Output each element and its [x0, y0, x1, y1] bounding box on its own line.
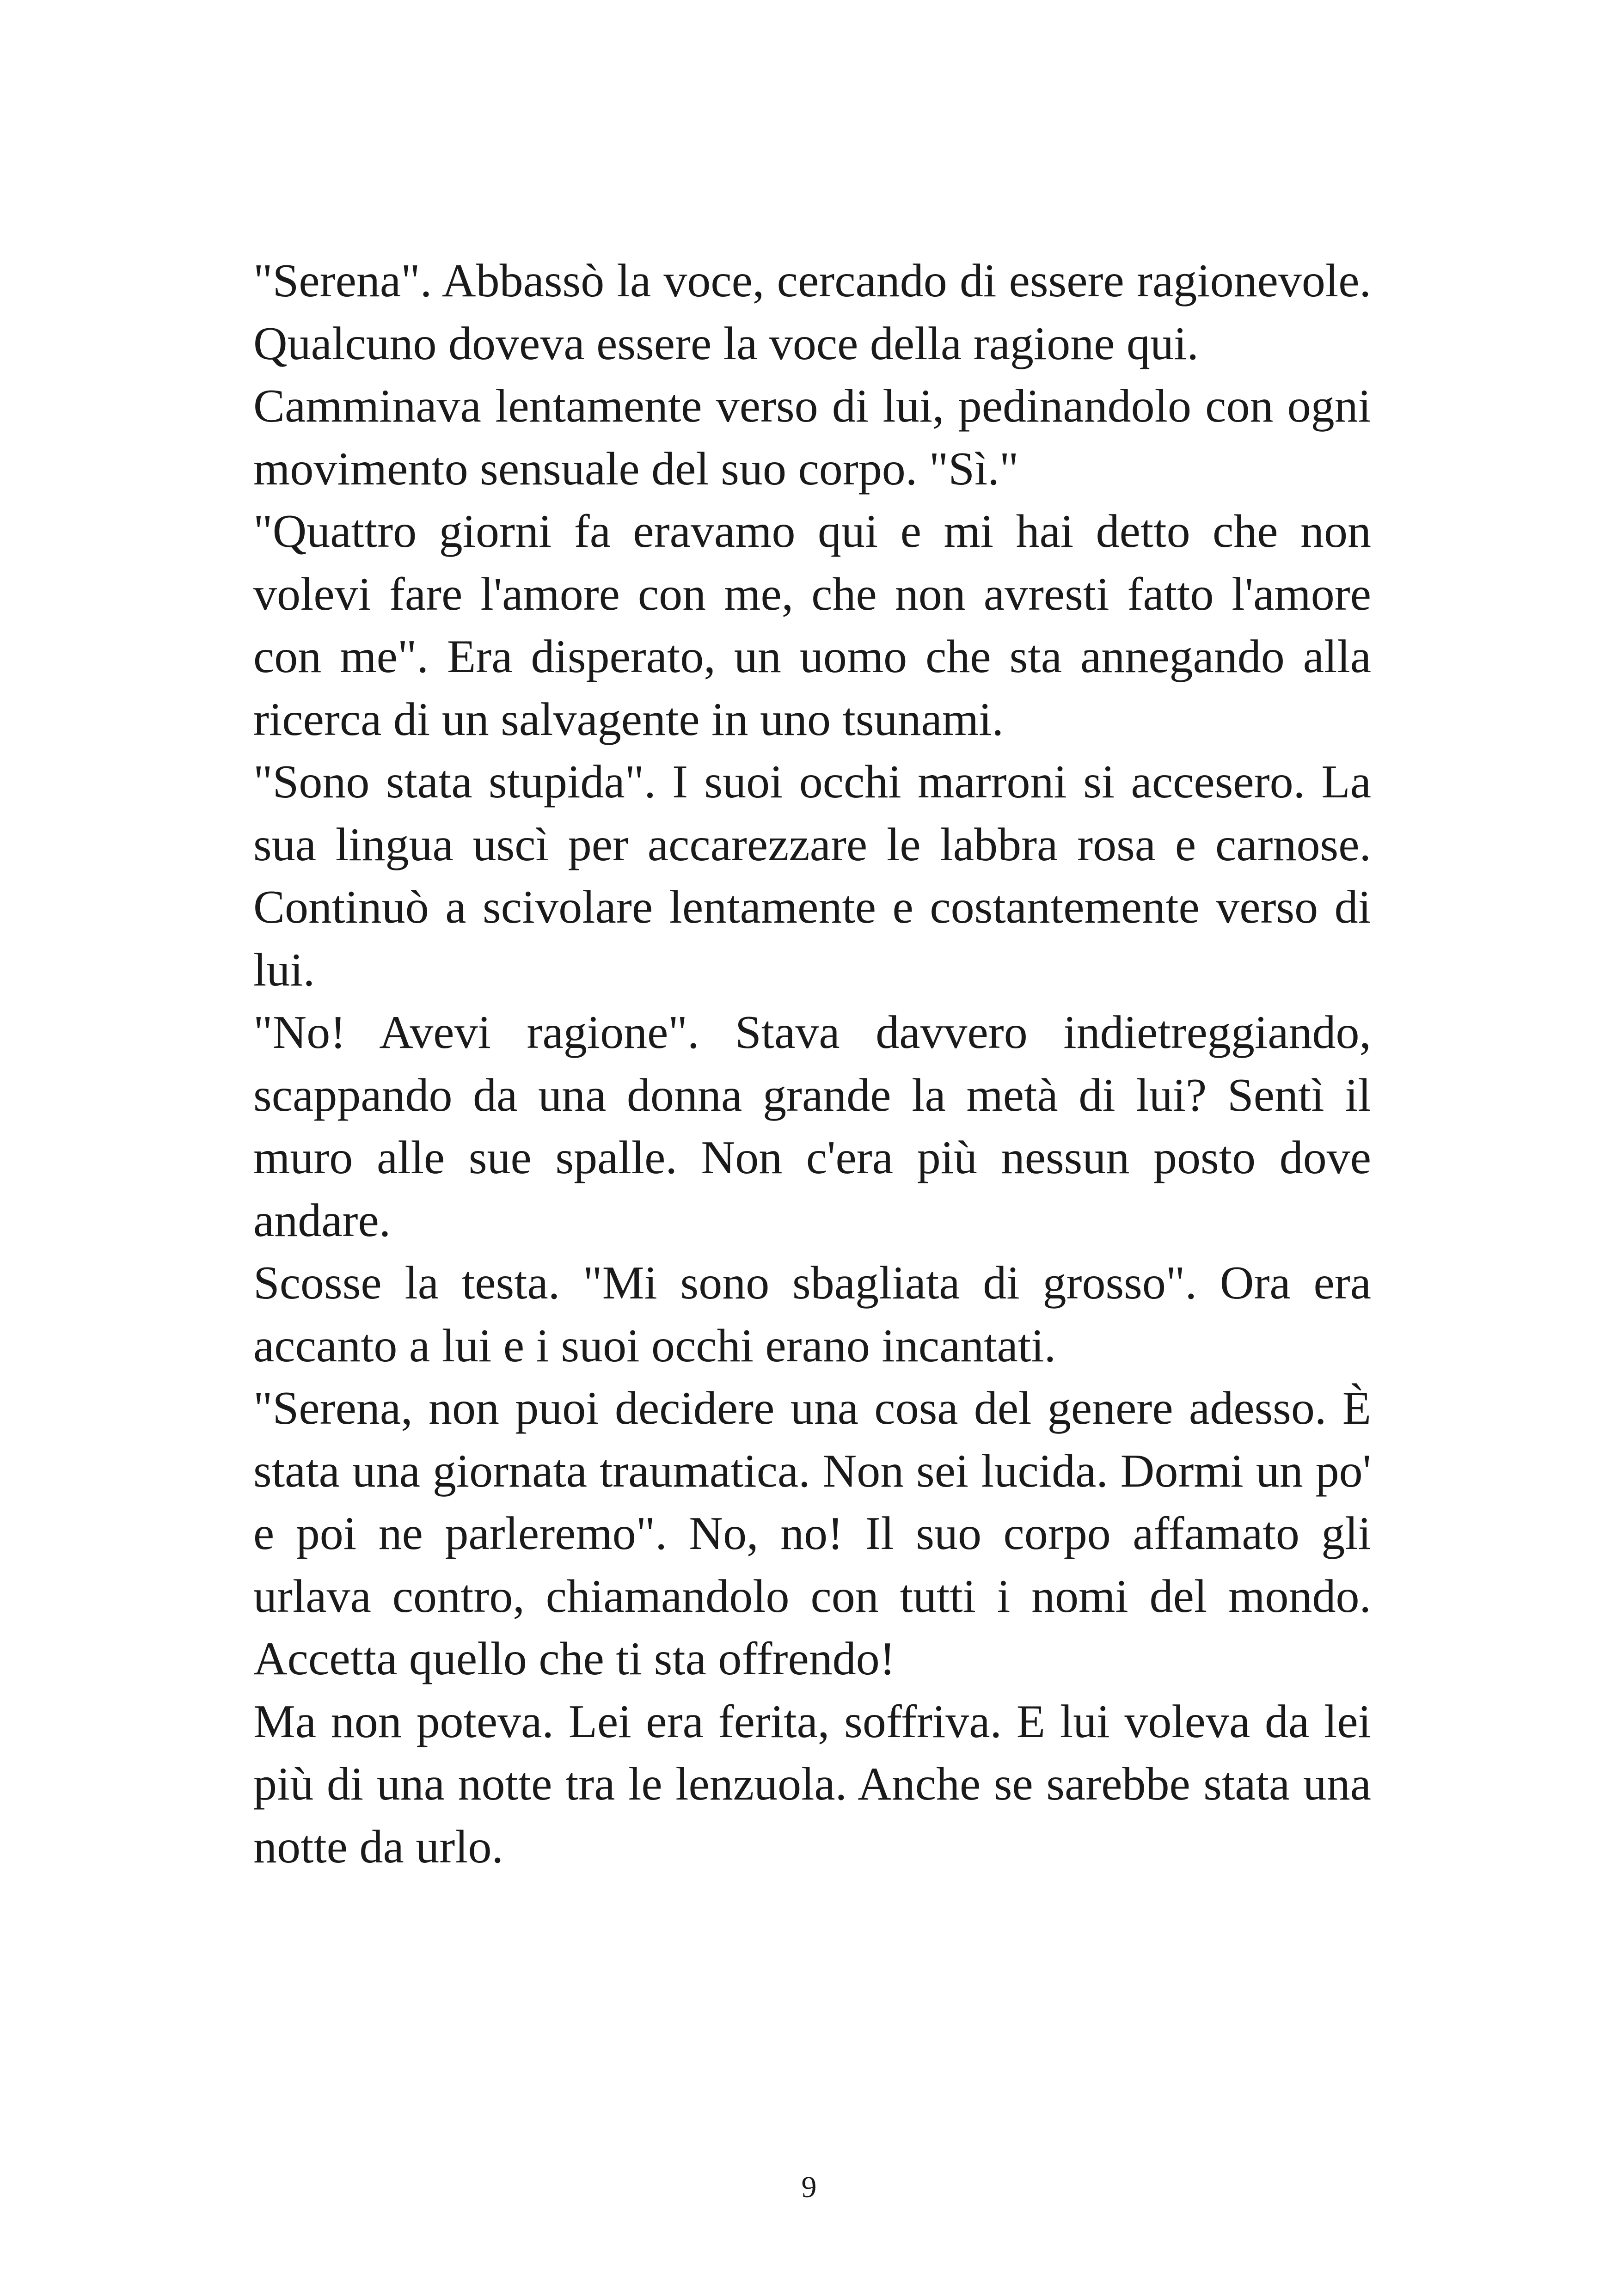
paragraph: "Quattro giorni fa eravamo qui e mi hai detto che non volevi fare l'amore con me, che non avresti fatto l'amore con me". Era disperato, un uomo che sta annegando alla ricerca di un salvagente in uno tsunami. [253, 505, 1371, 746]
paragraph: "Serena". Abbassò la voce, cercando di essere ragionevole. Qualcuno doveva essere la voce della ragione qui. [253, 255, 1371, 370]
paragraph: "No! Avevi ragione". Stava davvero indietreggiando, scappando da una donna grande la metà di lui? Sentì il muro alle sue spalle. Non c'era più nessun posto dove andare. [253, 1006, 1371, 1247]
paragraph: "Sono stata stupida". I suoi occhi marroni si accesero. La sua lingua uscì per accarezzare le labbra rosa e carnose. Continuò a scivolare lentamente e costantemente verso di lui. [253, 756, 1371, 996]
paragraph: "Serena, non puoi decidere una cosa del genere adesso. È stata una giornata traumatica. Non sei lucida. Dormi un po' e poi ne parleremo". No, no! Il suo corpo affamato gli urlava contro, chiamandolo con tutti i nomi del mondo. Accetta quello che ti sta offrendo! [253, 1382, 1371, 1685]
body-text [253, 250, 1371, 1878]
paragraph: Ma non poteva. Lei era ferita, soffriva. E lui voleva da lei più di una notte tra le lenzuola. Anche se sarebbe stata una notte da urlo. [253, 1695, 1371, 1873]
paragraph: Scosse la testa. "Mi sono sbagliata di grosso". Ora era accanto a lui e i suoi occhi erano incantati. [253, 1257, 1371, 1372]
paragraph: Camminava lentamente verso di lui, pedinandolo con ogni movimento sensuale del suo corpo. "Sì." [253, 380, 1371, 495]
page-number: 9 [801, 2170, 817, 2204]
